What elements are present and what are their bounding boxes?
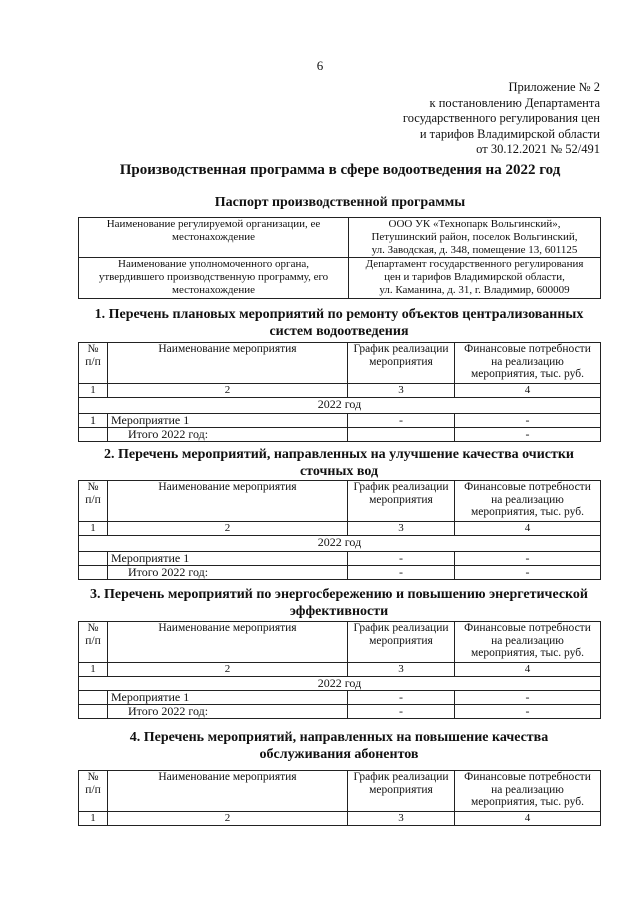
table-cell: 1: [79, 384, 108, 398]
column-number-row: [79, 812, 601, 826]
table-cell: [79, 691, 108, 705]
page-number: 6: [316, 58, 324, 73]
total-label: Итого 2022 год:: [108, 705, 348, 719]
table-cell: 2: [108, 522, 348, 536]
table-cell: -: [348, 691, 455, 705]
section-heading-line: эффективности: [289, 604, 389, 619]
header-cell: Наименование мероприятия: [108, 622, 348, 663]
total-row: [79, 705, 601, 719]
total-row: [79, 428, 601, 442]
year-row: [79, 398, 601, 414]
appendix-block: [380, 80, 600, 158]
passport-value-line: ул. Каманина, д. 31, г. Владимир, 600009: [379, 284, 570, 296]
table-cell: Мероприятие 1: [108, 552, 348, 566]
table-cell: [79, 705, 108, 719]
header-cell: График реализации мероприятия: [348, 481, 455, 522]
header-cell: № п/п: [79, 343, 108, 384]
section-heading-line: 2. Перечень мероприятий, направленных на улучшение качества очистки: [103, 447, 574, 462]
table-cell: [348, 428, 455, 442]
appendix-line: от 30.12.2021 № 52/491: [476, 142, 600, 156]
section-heading-line: 1. Перечень плановых мероприятий по ремонту объектов централизованных: [94, 307, 584, 322]
header-cell: Финансовые потребности на реализацию мероприятия, тыс. руб.: [455, 771, 601, 812]
table-cell: -: [455, 414, 601, 428]
header-cell: Наименование мероприятия: [108, 343, 348, 384]
section-heading-line: 3. Перечень мероприятий по энергосбережению и повышению энергетической: [89, 587, 589, 602]
year-cell: 2022 год: [79, 536, 601, 552]
header-cell: № п/п: [79, 481, 108, 522]
table-cell: 2: [108, 663, 348, 677]
table-row: [79, 552, 601, 566]
passport-label: Наименование регулируемой организации, ее местонахождение: [79, 218, 349, 258]
total-label: Итого 2022 год:: [108, 428, 348, 442]
passport-value: [349, 258, 601, 299]
measures-table: [78, 621, 601, 719]
table-cell: -: [455, 552, 601, 566]
table-header-row: [79, 481, 601, 522]
table-row: [79, 414, 601, 428]
table-cell: [79, 552, 108, 566]
year-cell: 2022 год: [79, 677, 601, 691]
table-cell: 4: [455, 663, 601, 677]
measures-table: [78, 770, 601, 826]
header-cell: Финансовые потребности на реализацию мероприятия, тыс. руб.: [455, 481, 601, 522]
header-cell: № п/п: [79, 622, 108, 663]
column-number-row: [79, 663, 601, 677]
table-cell: 2: [108, 812, 348, 826]
year-row: [79, 536, 601, 552]
table-cell: -: [348, 552, 455, 566]
column-number-row: [79, 384, 601, 398]
measures-table: [78, 342, 601, 442]
header-cell: График реализации мероприятия: [348, 343, 455, 384]
table-cell: [79, 566, 108, 580]
passport-value-line: Департамент государственного регулирования: [365, 258, 584, 270]
table-cell: 1: [79, 812, 108, 826]
passport-value-line: цен и тарифов Владимирской области,: [384, 271, 565, 283]
table-cell: -: [455, 705, 601, 719]
appendix-line: к постановлению Департамента: [429, 95, 600, 110]
passport-label-line: местонахождение: [172, 284, 255, 296]
table-cell: 1: [79, 522, 108, 536]
passport-label-line: Наименование уполномоченного органа,: [118, 258, 309, 270]
table-cell: 3: [348, 522, 455, 536]
table-cell: 3: [348, 812, 455, 826]
table-header-row: [79, 343, 601, 384]
passport-heading: Паспорт производственной программы: [214, 195, 466, 210]
table-cell: -: [455, 691, 601, 705]
passport-label: [79, 258, 349, 299]
header-cell: Наименование мероприятия: [108, 771, 348, 812]
header-cell: Финансовые потребности на реализацию мероприятия, тыс. руб.: [455, 622, 601, 663]
table-cell: Мероприятие 1: [108, 414, 348, 428]
year-row: [79, 677, 601, 691]
section-heading: [78, 586, 600, 620]
passport-label-line: утвердившего производственную программу, его: [98, 271, 329, 283]
table-header-row: [79, 622, 601, 663]
total-label: Итого 2022 год:: [108, 566, 348, 580]
table-header-row: [79, 771, 601, 812]
passport-value-line: Петушинский район, поселок Вольгинский,: [371, 231, 578, 243]
table-cell: Мероприятие 1: [108, 691, 348, 705]
section-heading: [78, 729, 600, 763]
section-heading: [78, 446, 600, 480]
header-cell: График реализации мероприятия: [348, 771, 455, 812]
passport-value-line: ул. Заводская, д. 348, помещение 13, 601125: [371, 244, 578, 256]
measures-table: [78, 480, 601, 580]
table-cell: 3: [348, 663, 455, 677]
table-cell: 1: [79, 663, 108, 677]
section-heading-line: 4. Перечень мероприятий, направленных на повышение качества: [129, 730, 549, 745]
table-cell: -: [348, 705, 455, 719]
passport-value: [349, 218, 601, 258]
header-cell: № п/п: [79, 771, 108, 812]
table-cell: 2: [108, 384, 348, 398]
section-heading-line: сточных вод: [299, 464, 379, 479]
table-cell: 4: [455, 384, 601, 398]
header-cell: Финансовые потребности на реализацию мероприятия, тыс. руб.: [455, 343, 601, 384]
appendix-line: государственного регулирования цен: [402, 111, 600, 125]
passport-table: [78, 217, 601, 299]
column-number-row: [79, 522, 601, 536]
passport-value-line: ООО УК «Технопарк Вольгинский»,: [388, 218, 561, 230]
table-cell: -: [348, 566, 455, 580]
table-cell: 4: [455, 812, 601, 826]
table-row: [79, 258, 601, 299]
document-title: Производственная программа в сфере водоотведения на 2022 год: [119, 162, 561, 178]
table-cell: 1: [79, 414, 108, 428]
header-cell: График реализации мероприятия: [348, 622, 455, 663]
appendix-line: и тарифов Владимирской области: [419, 126, 600, 141]
total-row: [79, 566, 601, 580]
table-row: [79, 218, 601, 258]
table-cell: [79, 428, 108, 442]
table-cell: 4: [455, 522, 601, 536]
year-cell: 2022 год: [79, 398, 601, 414]
section-heading-line: обслуживания абонентов: [259, 747, 419, 762]
table-row: [79, 691, 601, 705]
table-cell: -: [455, 566, 601, 580]
appendix-line: Приложение № 2: [508, 80, 600, 94]
table-cell: -: [455, 428, 601, 442]
table-cell: 3: [348, 384, 455, 398]
table-cell: -: [348, 414, 455, 428]
header-cell: Наименование мероприятия: [108, 481, 348, 522]
section-heading-line: систем водоотведения: [269, 324, 409, 339]
section-heading: [78, 306, 600, 340]
